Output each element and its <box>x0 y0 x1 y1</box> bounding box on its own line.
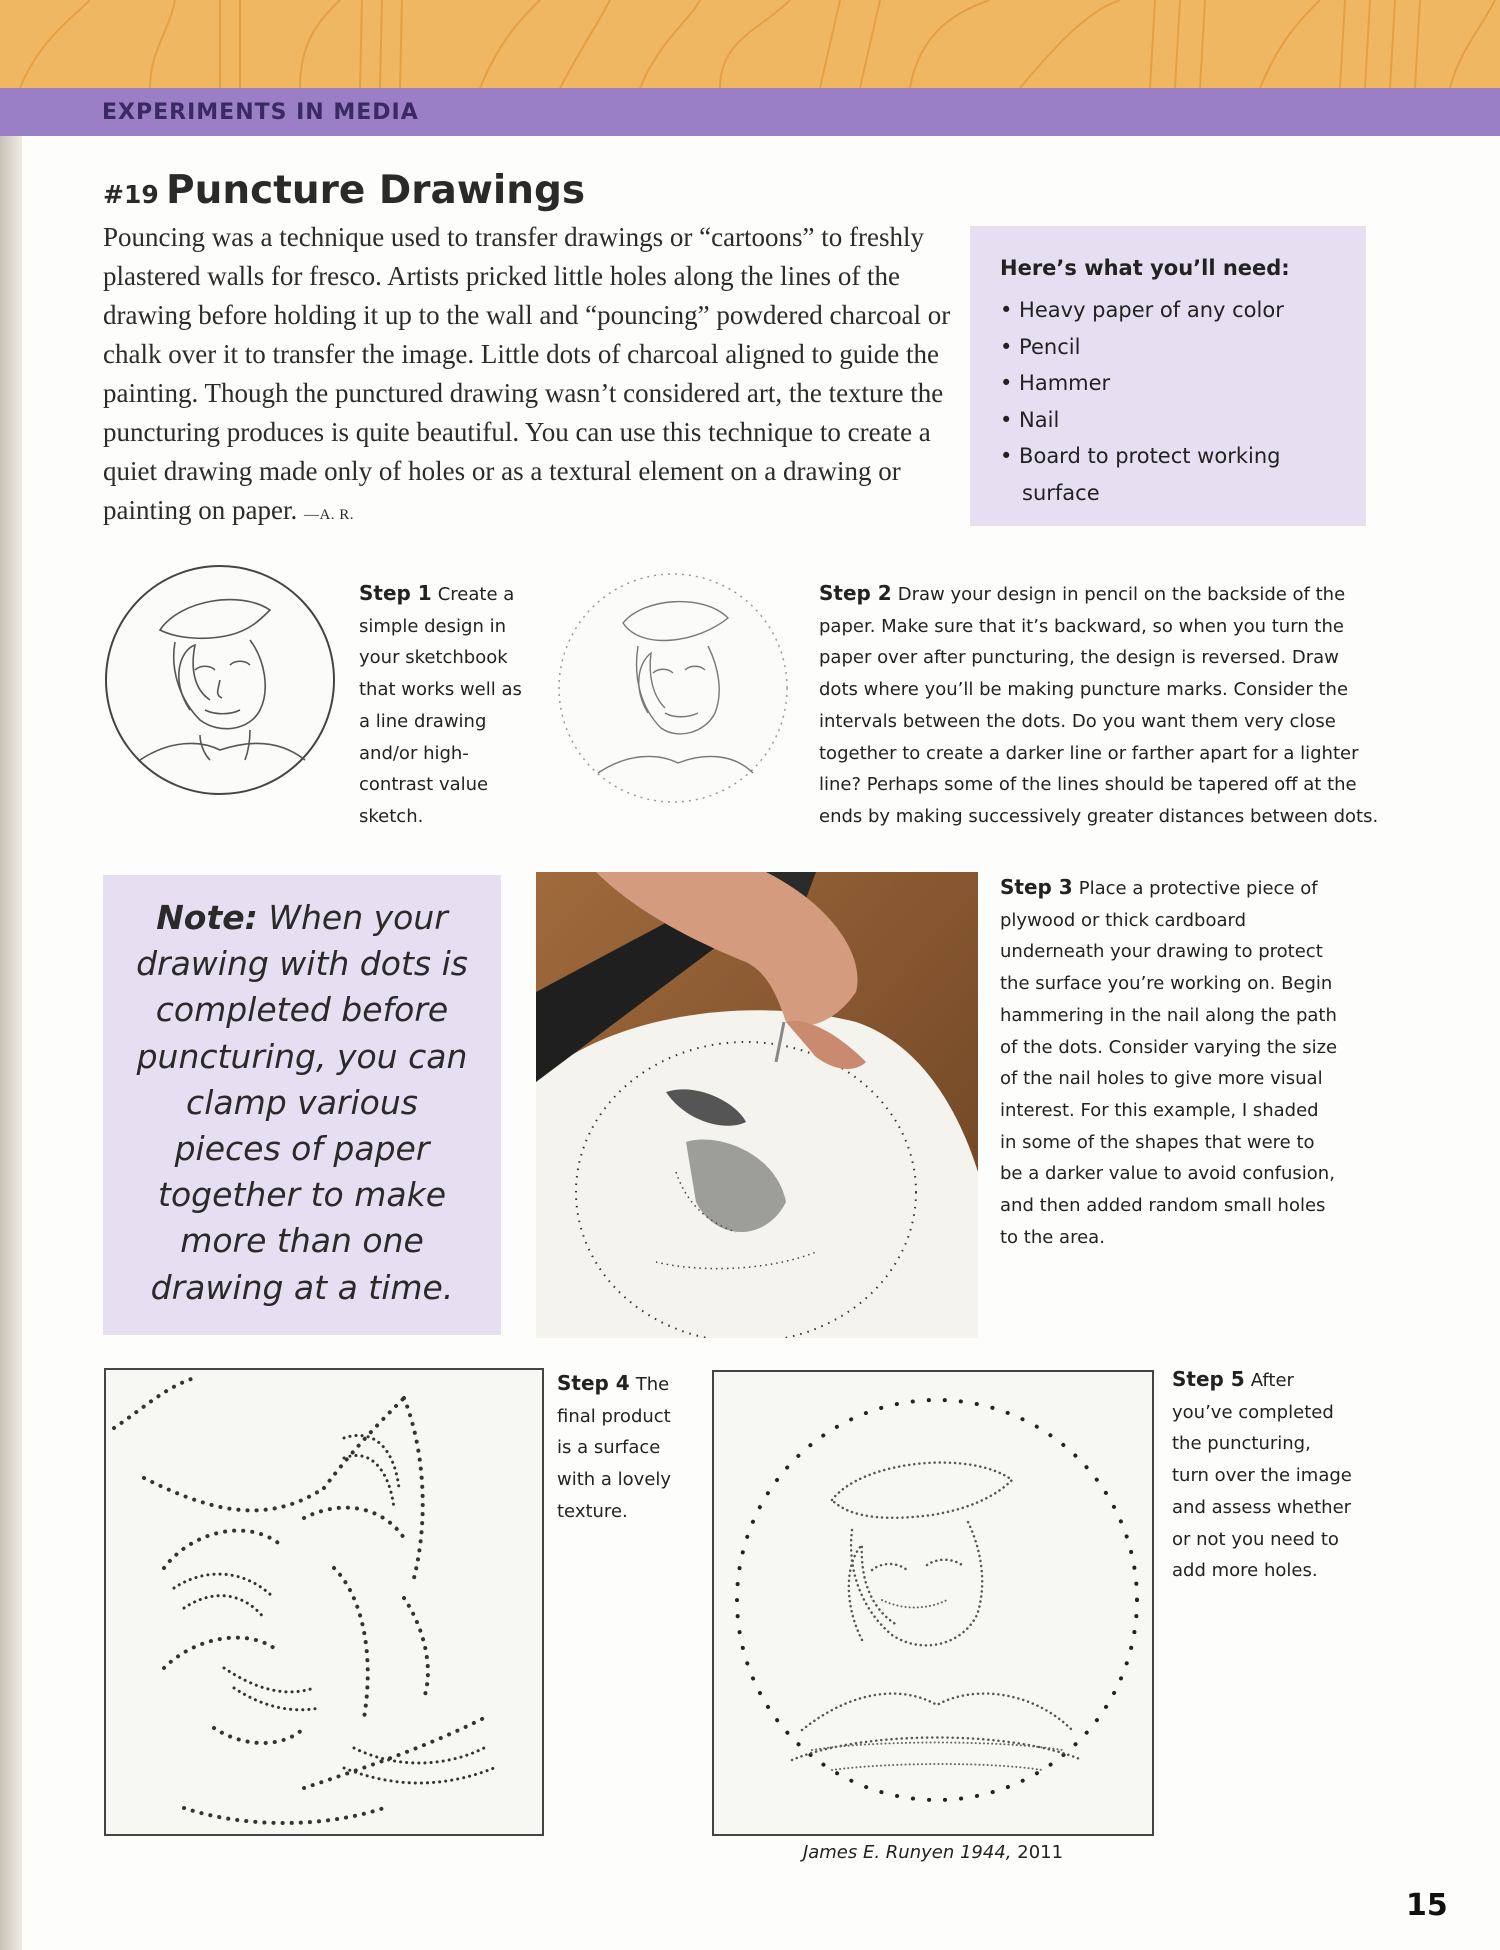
supply-item: • Heavy paper of any color <box>1000 298 1284 322</box>
intro-paragraph <box>103 218 953 535</box>
supply-item: • Hammer <box>1000 371 1111 395</box>
decorative-header-banner <box>0 0 1500 88</box>
note-body: When your drawing with dots is completed before puncturing, you can clamp various pieces of paper together to make more than one drawing at a time. <box>136 898 468 1307</box>
step4-body: The final product is a surface with a lovely texture. <box>557 1374 672 1522</box>
caption-artist: James E. Runyen 1944, <box>802 1842 1012 1863</box>
section-label: EXPERIMENTS IN MEDIA <box>102 100 419 125</box>
step1-label: Step 1 <box>359 581 432 605</box>
supplies-heading: Here’s what you’ll need: <box>1000 256 1290 280</box>
step5-finished-drawing-image <box>712 1370 1154 1836</box>
step1-sketch-image <box>100 560 340 800</box>
step3-text <box>1000 872 1340 1253</box>
image-caption <box>712 1842 1154 1863</box>
woodgrain-pattern <box>0 0 1500 88</box>
step4-texture-closeup-image <box>104 1368 544 1836</box>
step5-body: After you’ve completed the puncturing, turn over the image and assess whether or not you need to add more holes. <box>1172 1370 1352 1582</box>
supplies-list <box>1000 292 1350 511</box>
note-lead: Note: <box>156 898 258 937</box>
supply-item: • Pencil <box>1000 334 1081 359</box>
step2-text <box>819 578 1379 833</box>
supply-item: • Nail <box>1000 407 1060 432</box>
step3-label: Step 3 <box>1000 875 1073 899</box>
step4-label: Step 4 <box>557 1371 630 1395</box>
step1-text <box>359 578 531 833</box>
step5-label: Step 5 <box>1172 1367 1245 1391</box>
intro-text: Pouncing was a technique used to transfer drawings or “cartoons” to freshly plastered walls for fresco. Artists pricked little holes along the lines of the drawing before holding it up to the wall and “pouncing” powdered charcoal or chalk over it to transfer the image. Little dots of charcoal aligned to guide the painting. Though the punctured drawing wasn’t considered art, the texture the puncturing produces is quite beautiful. You can use this technique to create a quiet drawing made only of holes or as a textural element on a drawing or painting on paper. <box>103 222 951 525</box>
step2-label: Step 2 <box>819 581 892 605</box>
step4-text <box>557 1368 687 1528</box>
article-number: #19 <box>103 180 159 209</box>
supply-item: • Board to protect working surface <box>1000 444 1281 505</box>
step1-body: Create a simple design in your sketchbook that works well as a line drawing and/or high-contrast value sketch. <box>359 584 522 827</box>
note-text <box>128 895 476 1311</box>
step3-body: Place a protective piece of plywood or thick cardboard underneath your drawing to protect the surface you’re working on. Begin hammering in the nail along the path of the dots. Consider varying the size of the nail holes to give more visual interest. For this example, I shaded in some of the shapes that were to be a darker value to avoid confusion, and then added random small holes to the area. <box>1000 878 1338 1248</box>
step3-hammering-photo <box>536 872 978 1338</box>
step2-reversed-sketch-image <box>553 568 793 808</box>
page-title: Puncture Drawings <box>166 168 586 213</box>
caption-year: 2011 <box>1017 1842 1064 1863</box>
author-signature: —A. R. <box>303 507 355 523</box>
page-number: 15 <box>1406 1888 1448 1923</box>
step2-body: Draw your design in pencil on the backside of the paper. Make sure that it’s backward, so when you turn the paper over after puncturing, the design is reversed. Draw dots where you’ll be making puncture marks. Consider the intervals between the dots. Do you want them very close together to create a darker line or farther apart for a lighter line? Perhaps some of the lines should be tapered off at the ends by making successively greater distances between dots. <box>819 584 1379 827</box>
page-gutter-shadow <box>0 136 22 1950</box>
step5-text <box>1172 1364 1352 1587</box>
